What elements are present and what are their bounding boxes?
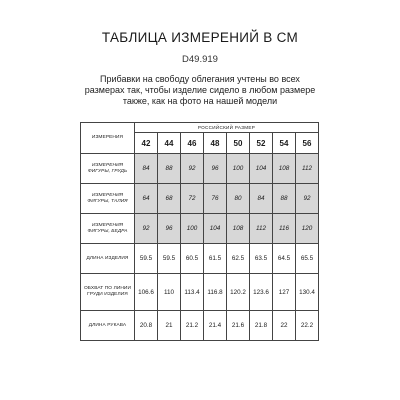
row-label: ИЗМЕРЕНИЯ ФИГУРЫ, ГРУДЬ [81,154,135,184]
table-cell: 63.5 [254,255,268,262]
table-cell: 92 [188,165,196,172]
table-cell: 64.5 [277,255,291,262]
size-cell: 42 [135,133,158,154]
row-label: ДЛИНА ИЗДЕЛИЯ [81,244,135,274]
table-cell: 84 [257,195,265,202]
table-cell: 62.5 [231,255,245,262]
table-cell: 113.4 [184,288,200,296]
table-cell: 88 [165,165,173,172]
table-cell: 21.2 [185,322,199,329]
row-header-cell: ИЗМЕРЕНИЯ [81,123,135,154]
table-row [81,244,319,274]
row-label: ИЗМЕРЕНИЯ ФИГУРЫ, ТАЛИЯ [81,184,135,214]
page-title: ТАБЛИЦА ИЗМЕРЕНИЙ В СМ [101,30,299,45]
table-cell: 21.4 [208,322,222,329]
size-cell: 48 [204,133,227,154]
table-cell: 104 [255,165,267,172]
table-cell: 80 [234,195,242,202]
table-cell: 59.5 [139,255,153,262]
table-cell: 21.8 [254,322,268,329]
table-cell: 112 [255,225,267,232]
table-cell: 92 [303,195,311,202]
size-cell: 46 [181,133,204,154]
table-cell: 88 [280,195,288,202]
table-cell: 108 [278,165,290,172]
table-row [81,214,319,244]
table-cell: 76 [211,195,219,202]
size-cell: 44 [158,133,181,154]
row-label: ДЛИНА РУКАВА [81,311,135,341]
table-cell: 64 [142,195,150,202]
size-table [80,122,319,341]
table-cell: 106.6 [138,288,154,296]
table-row [81,184,319,214]
table-cell: 104 [209,225,221,232]
table-cell: 120.2 [230,288,246,296]
row-label: ОБХВАТ ПО ЛИНИИ ГРУДИ ИЗДЕЛИЯ [81,274,135,311]
size-cell: 54 [273,133,296,154]
table-cell: 72 [188,195,196,202]
table-cell: 116.8 [207,288,223,296]
size-cell: 52 [250,133,273,154]
table-cell: 96 [211,165,219,172]
table-cell: 20.8 [139,322,153,329]
table-cell: 21.6 [231,322,245,329]
table-cell: 22.2 [300,322,314,329]
product-code: D49.919 [182,54,218,65]
fit-note: Прибавки на свободу облегания учтены во всех размерах так, чтобы изделие сидело в любом размере также, как на фото на нашей модели [84,74,316,106]
table-row [81,274,319,311]
table-cell: 100 [232,165,244,172]
table-cell: 116 [278,225,290,232]
row-label: ИЗМЕРЕНИЯ ФИГУРЫ, БЕДРА [81,214,135,244]
table-cell: 96 [165,225,173,232]
size-header-cell: РОССИЙСКИЙ РАЗМЕР [135,123,319,133]
table-cell: 110 [163,288,175,296]
table-row [81,154,319,184]
table-cell: 120 [301,225,313,232]
table-cell: 21 [165,322,173,329]
table-cell: 60.5 [185,255,199,262]
table-cell: 100 [186,225,198,232]
table-cell: 65.5 [300,255,314,262]
table-cell: 22 [280,322,288,329]
table-cell: 127 [278,288,290,296]
table-cell: 61.5 [208,255,222,262]
size-cell: 50 [227,133,250,154]
table-row [81,311,319,341]
table-cell: 130.4 [299,288,315,296]
size-cell: 56 [296,133,319,154]
table-cell: 112 [301,165,313,172]
table-cell: 92 [142,225,150,232]
table-cell: 68 [165,195,173,202]
table-cell: 59.5 [162,255,176,262]
table-cell: 123.6 [253,288,269,296]
table-cell: 108 [232,225,244,232]
table-cell: 84 [142,165,150,172]
